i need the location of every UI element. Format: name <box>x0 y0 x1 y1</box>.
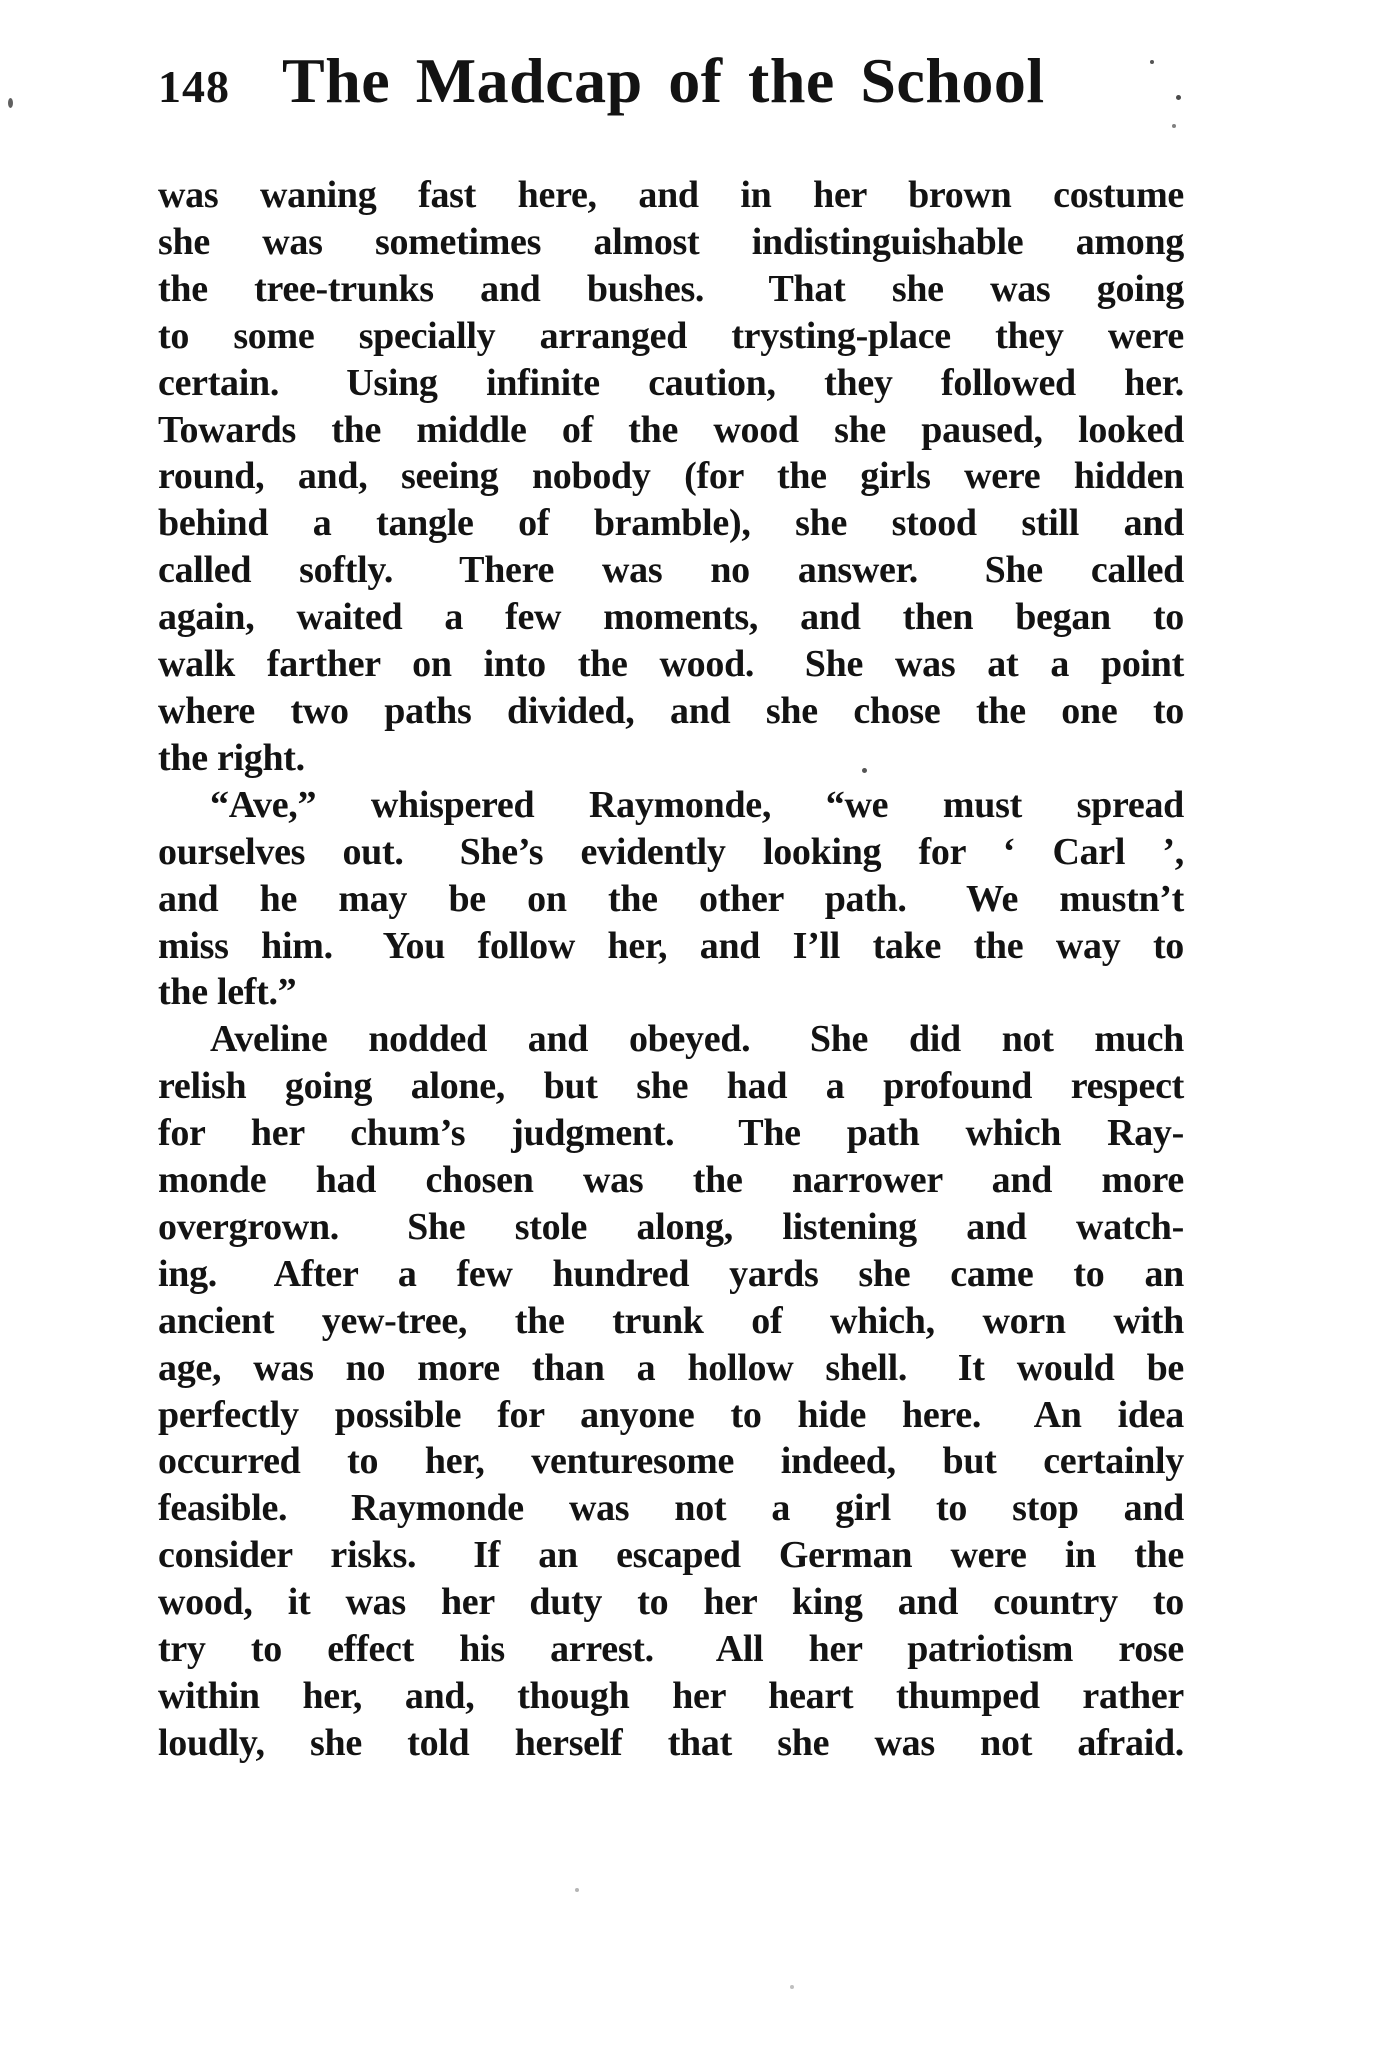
text-line: feasible. Raymonde was not a girl to stop and <box>158 1487 1184 1530</box>
text-line: within her, and, though her heart thumped rather <box>158 1675 1184 1717</box>
text-line: Aveline nodded and obeyed. She did not much <box>210 1018 1184 1061</box>
text-line: ing. After a few hundred yards she came to an <box>158 1252 1184 1295</box>
page-header <box>158 44 1188 118</box>
text-line: called softly. There was no answer. She called <box>158 549 1184 592</box>
text-line: the right. <box>158 736 305 779</box>
text-line: ourselves out. She’s evidently looking for ‘ Carl ’, <box>158 830 1184 873</box>
scan-speck <box>862 768 867 773</box>
text-line: where two paths divided, and she chose the one to <box>158 689 1184 732</box>
text-line: Towards the middle of the wood she paused, looked <box>158 408 1184 451</box>
text-line: wood, it was her duty to her king and country to <box>158 1581 1184 1624</box>
text-line: monde had chosen was the narrower and more <box>158 1159 1184 1202</box>
text-line: she was sometimes almost indistinguishable among <box>158 220 1184 263</box>
text-line: relish going alone, but she had a profound respect <box>158 1065 1184 1108</box>
text-line: to some specially arranged trysting-place they were <box>158 314 1184 357</box>
text-line: ancient yew-tree, the trunk of which, worn with <box>158 1299 1184 1342</box>
page-number: 148 <box>158 61 230 112</box>
text-line: consider risks. If an escaped German were in the <box>158 1534 1184 1577</box>
text-line: perfectly possible for anyone to hide here. An idea <box>158 1393 1184 1436</box>
scan-speck <box>1172 124 1176 128</box>
text-line: certain. Using infinite caution, they followed her. <box>158 361 1184 404</box>
text-line: miss him. You follow her, and I’ll take the way to <box>158 924 1184 967</box>
scan-speck <box>790 1985 794 1989</box>
text-line: and he may be on the other path. We mustn’t <box>158 877 1184 920</box>
text-line: for her chum’s judgment. The path which Ray- <box>158 1112 1184 1155</box>
scan-speck <box>1150 60 1154 64</box>
scan-speck <box>575 1888 579 1892</box>
scan-speck <box>8 98 13 108</box>
text-line: “Ave,” whispered Raymonde, “we must spread <box>210 783 1184 826</box>
text-line: walk farther on into the wood. She was at a point <box>158 643 1184 686</box>
text-line: try to effect his arrest. All her patriotism rose <box>158 1628 1184 1671</box>
text-line: the left.” <box>158 971 297 1014</box>
page-text <box>158 172 1184 1767</box>
text-line: the tree-trunks and bushes. That she was going <box>158 267 1184 310</box>
text-line: round, and, seeing nobody (for the girls were hidden <box>158 455 1184 498</box>
text-line: age, was no more than a hollow shell. It would be <box>158 1346 1184 1389</box>
running-title: The Madcap of the School <box>282 45 1045 116</box>
text-line: overgrown. She stole along, listening and watch- <box>158 1205 1184 1248</box>
text-line: behind a tangle of bramble), she stood still and <box>158 502 1184 545</box>
text-line: was waning fast here, and in her brown costume <box>158 174 1184 216</box>
scan-speck <box>1176 95 1181 100</box>
text-line: loudly, she told herself that she was not afraid. <box>158 1721 1184 1764</box>
text-line: occurred to her, venturesome indeed, but certainly <box>158 1440 1184 1483</box>
text-line: again, waited a few moments, and then began to <box>158 596 1184 639</box>
